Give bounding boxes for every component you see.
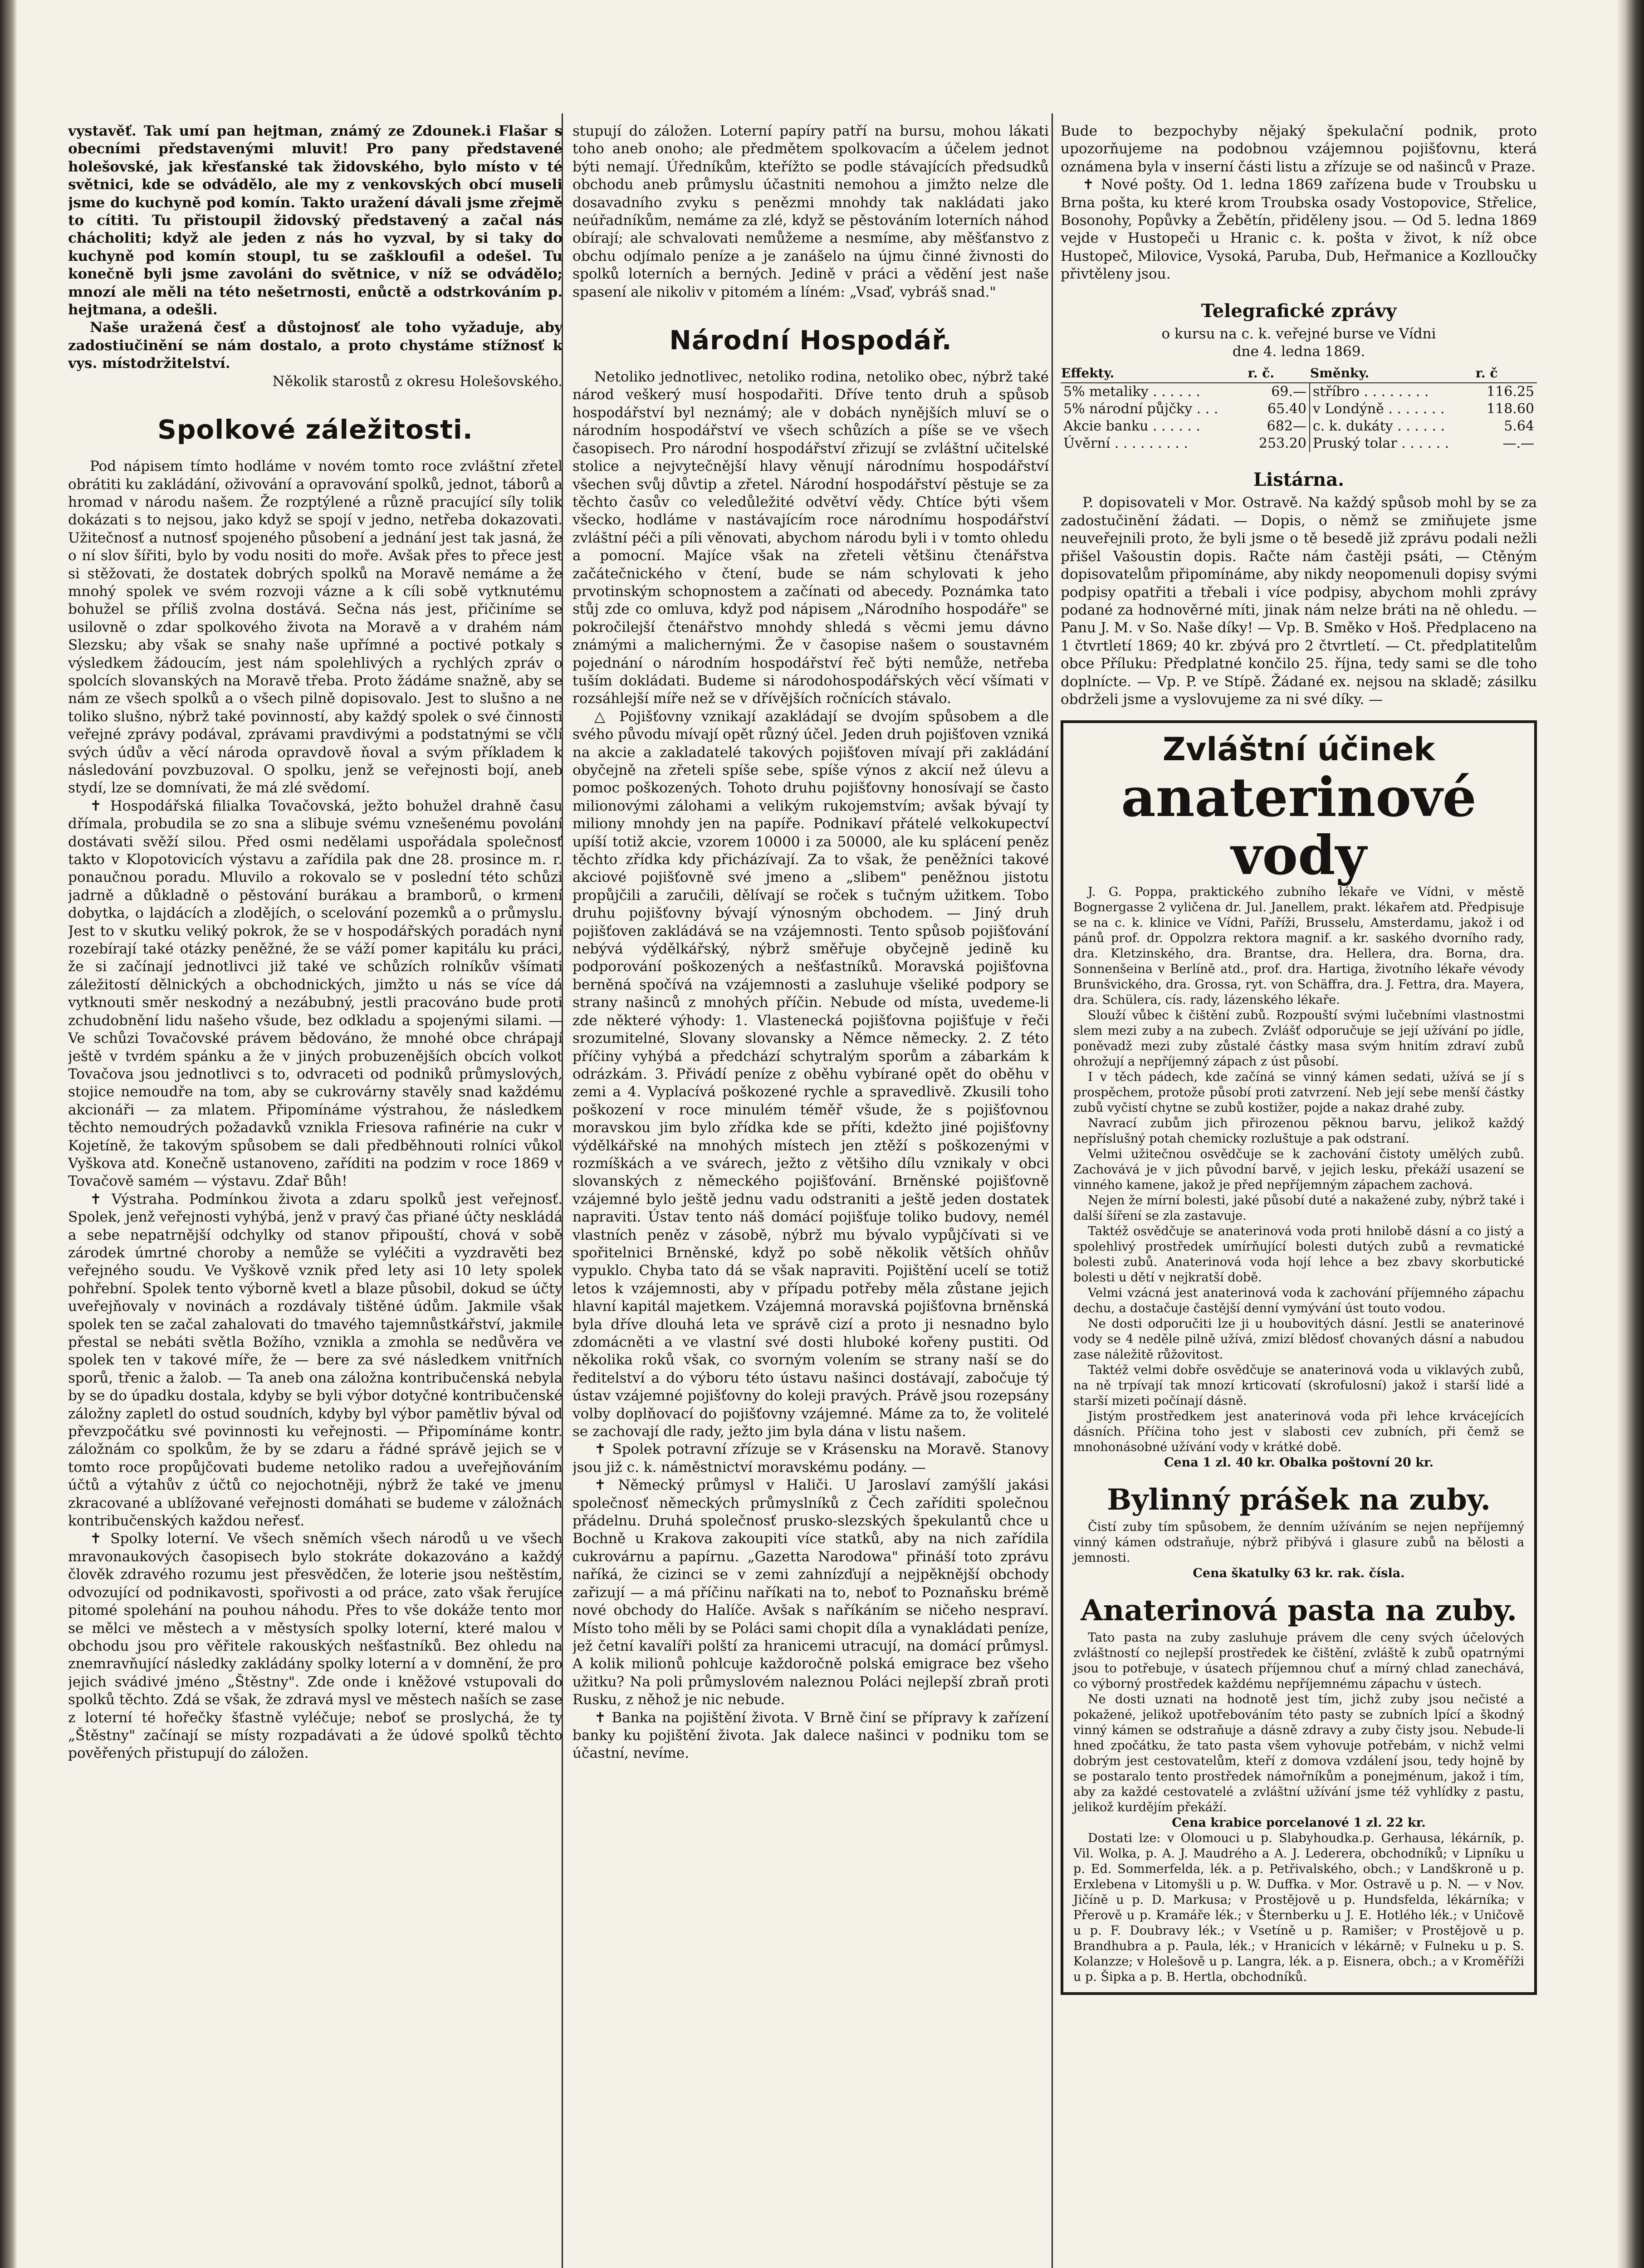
rate-label: Úvěrní . . . . . . . . .	[1063, 435, 1188, 452]
rate-value: 253.20	[1258, 435, 1306, 452]
bank-continuation: Bude to bezpochyby nějaký špekulační podnik, proto upozorňujeme na podobnou vzájemnou pojišťovnu, která oznámena byla v inserní části listu a zřízuje se od našinců v Praze.	[1061, 123, 1537, 175]
ad-text: Ne dosti uznati na hodnotě jest tím, jichž zuby jsou nečisté a pokažené, jelikož upotřebováním této pasty se zubních lpící a škodný vinný kámen se odstraňuje a dásně zdravy a zuby čisty jsou. Nebude-li hned zpočátku, že tato pasta všem vyhovuje potřebám, v nichž velmi dobrým jest cestovatelům, kteří z domova vzdálení jsou, tedy hojně by se postaralo tento prostředek námořníkům a ponejménum, jakož i tím, aby za každé cestovatelé a zvláštní užívání jsme též vyhlídky z pastu, jelikož kurdějím překáží.	[1073, 1692, 1524, 1815]
rate-label: stříbro . . . . . . . .	[1310, 383, 1475, 401]
ad-text: J. G. Poppa, praktického zubního lékaře ve Vídni, v městě Bognergasse 2 vyličena dr. Jul. Janellem, prakt. lékařem atd. Předpisuje se na c. k. klinice ve Vídni, Paříži, Brusselu, Amsterdamu, jakož i od pánů prof. dr. Oppolzra rektora magnif. a kr. saského dvorního rady, dra. Kletzinského, dra. Brantse, dra. Hellera, dra. Borna, dra. Sonnenšeina v Berlíně atd., prof. dra. Hartiga, životního lékaře vévody Brunšvického, dra. Grossa, ryt. von Schäffra, dra. J. Fettra, dra. Mayera, dra. Schülera, cís. rady, lázenského lékaře.	[1073, 885, 1524, 1007]
advertisement-anaterin	[1061, 720, 1537, 1995]
telegraph-date: dne 4. ledna 1869.	[1232, 343, 1365, 360]
ad-text: Taktéž velmi dobře osvědčuje se anaterinová voda u viklavých zubů, na ně trpívají tak mnozí krticovatí (skrofulosní) jakož i starší lidé a starší mizeti počínají dásně.	[1073, 1363, 1524, 1408]
rate-value: 65.40	[1267, 401, 1306, 417]
page-edge-right	[1617, 0, 1644, 2268]
ad-text: Slouží vůbec k čištění zubů. Rozpouští svými lučebními vlastnostmi slem mezi zuby a na zubech. Zvlášť odporučuje se její užívání po jídle, poněvadž mezi zuby zůstalé částky masa svým hnitím zdraví zubů ohrožují a nepříjemný zápach z úst působí.	[1073, 1008, 1524, 1069]
rate-label: Pruský tolar . . . . . .	[1310, 435, 1475, 452]
rate-value: 5.64	[1504, 418, 1534, 435]
ad-text: I v těch pádech, kde začíná se vinný kámen sedati, užívá se jí s prospěchem, protože působí proti zatvrzení. Neb její sebe menší částky zubů vyčistí chytne se zubů kostižer, pojde a nakaz drahé zuby.	[1073, 1070, 1524, 1115]
ad-price: Cena škatulky 63 kr. rak. čísla.	[1193, 1566, 1405, 1581]
effects-unit: r. č.	[1248, 364, 1310, 383]
ad-sellers: Dostati lze: v Olomouci u p. Slabyhoudka.p. Gerhausa, lékárník, p. Vil. Wolka, p. A. J. Maudrého a A. J. Lederera, obchodníků; v Lipníku u p. Ed. Sommerfelda, lék. a p. Petřivalského, obch.; v Landškroně u p. Erxlebena v Litomyšli u p. W. Duffka. v Mor. Ostravě u p. N. — v Nov. Jičíně u p. D. Markusa; v Prostějově u p. Hundsfelda, lékárníka; v Přerově u p. Kramáře lék.; v Šternberku u J. E. Hotlého lék.; v Uničově u p. F. Doubravy lék.; v Vsetíně u p. Ramišer; v Prostějově u p. Brandhubra a p. Paula, lék.; v Hranicích v lékárně; v Fulneku u p. S. Kolanzze; v Holešově u p. Langra, lék. a p. Eisnera, obch.; a v Kroměříži u p. Šipka a p. B. Hertla, obchodníků.	[1073, 1831, 1524, 1984]
news-spolky-loterni: ✝ Spolky loterní. Ve všech sněmích všech národů u ve všech mravonaukových časopisech bylo stokráte dokazováno a každý člověk zdravého rozumu jest přesvědčen, že loterie jsou neštěstím, odvozující od podnikavosti, spořivosti a od práce, zato však řerujíce pitomé spolehání na pouhou náhodu. Přes to vše dokáže tento mor se mělci ve městech a v městysích spolky loterní, které malou v obchodu jsou pro věřitele rakouských nešťastníků. Bez ohledu na znemravňující následky zakládány spolky loterní a v domnění, že pro jejich svádivé jméno „Štěstny". Zde onde i kněžové vstupovali do spolků těchto. Zdá se však, že zdravá mysl ve městech naších se zase z loterní té hořečky šťastně vyléčuje; neboť se proslychá, že ty „Štěstny" začínají se místy rozpadávati a že údové spolků těchto pověřených přistupují do záložen.	[68, 1530, 563, 1762]
rate-label: v Londýně . . . . . . .	[1310, 401, 1475, 418]
rate-value: 118.60	[1487, 401, 1534, 417]
column-rule-2	[1052, 113, 1053, 2268]
ad-text: Tato pasta na zuby zasluhuje právem dle ceny svých účelových zvláštností co nejlepší prostředek ke čištění, zvláště k zubů opatrnými jsou to potřebuje, v úsatech příjemnou chuť a mírný chlad zanechává, co výborný prostředek každému nepříjemnému zápachu v ústech.	[1073, 1631, 1524, 1691]
ad-text: Ne dosti odporučiti lze ji u houbovitých dásní. Jestli se anaterinové vody se 4 neděle pilně užívá, zmizí blědosť chovaných dásní a nabudou zase náležitě růžovitost.	[1073, 1317, 1524, 1362]
news-spolek-potravni: ✝ Spolek potravní zřízuje se v Krásensku na Moravě. Stanovy jsou již c. k. náměstnictví moravskému podány. —	[572, 1441, 1049, 1476]
table-row	[1061, 435, 1537, 452]
rate-value: 682—	[1267, 418, 1306, 435]
rate-value: —.—	[1502, 435, 1534, 452]
rate-label: Akcie banku . . . . . .	[1063, 418, 1200, 435]
rate-label: c. k. dukáty . . . . . .	[1310, 418, 1475, 435]
news-tovacov: ✝ Hospodářská filialka Tovačovská, ježto bohužel drahně času dřímala, probudila se zo sna a slibuje svému vznešenému povolání dostávati svěží silou. Před osmi nedělami uspořádala společnosť takto v Klopotovicích výstavu a zařídila pak dne 28. prosince m. r. ponaučnou poradu. Mluvilo a rokovalo se v poslední této schůzi jadrně a důkladně o pěstování burákau a bramborů, o krmení dobytka, o lajdácích a zlodějích, o scelování pozemků a o průmyslu. Jest to v skutku veliký pokrok, že se v hospodářských poradách nyní rozebírají také otázky peněžné, že se váží pomer kapitálu ku práci, že si začínají jednotlivci již také ve schůzích rolníkův všímati záležitostí dělnických a obchodnických, jimžto u nás se více dá vytknouti směr neskodný a nezábubný, jestli pracováno bude proti zchudobnění lidu našeho všude, bez odkladu a spojenými silami. — Ve schůzi Tovačovské právem bědováno, že mnohé obce chrápají ještě v tvrdém spánku a že v jiných probuzenějších obcích volkot Tovačova jsou jednotlivci s to, odvraceti od podniků průmyslových, stojice nemoudře na tom, aby se cukrovárny stavěly snad každému akcionáři — za mlatem. Připomínáme výstrahou, že následkem těchto nemoudrých požadavků vznikla Friesova rafinérie na cukr v Kojetíně, že takovým spůsobem se dali předběhnouti rolníci vůkol Vyškova atd. Konečně ustanoveno, zaříditi na podzim v roce 1869 v Tovačově samém — výstavu. Zdař Bůh!	[68, 797, 563, 1190]
exchange-unit: r. č	[1475, 364, 1537, 383]
news-pojistovny: △ Pojišťovny vznikají azakládají se dvojím spůsobem a dle svého původu mívají opět různý účel. Jeden druh pojišťoven vzniká na akcie a zakladatelé takových pojišťoven mívají při zakládání obyčejně na zřeteli spíše sebe, spíše výnos z akcií než úlevu a pomoc poškozených. Tohoto druhu pojišťovny honosívají se často milionovými zálohami a velikým rukojemstvím; avšak bývají ty miliony mnohdy jen na papíře. Podnikaví přátelé velkokupectví upíší totiž akcie, vzorem 10000 i za 50000, ale ku splácení peněz těchto zřídka kdy přicházívají. Za to však, že peněžníci takové akciové pojišťovně své jmeno a „slibem" peněžnou jistotu propůjčili a zaručili, dělívají se roček s tučným užitkem. Tobo druhu pojišťovny bývají výnosným obchodem. — Jiný druh pojišťoven zakládává se na vzájemnosti. Tento spůsob pojišťování nebývá výdělkářský, nýbrž směřuje obyčejně jedině ku podporování poškozených a nešťastníků. Moravská pojišťovna berněná spočívá na vzájemnosti a zasluhuje všeliké podpory se strany našinců z mnohých příčin. Nebude od místa, uvedeme-li zde některé výhody: 1. Vlastenecká pojišťovna pojišťuje v řeči srozumitelné, Slovany slovansky a Němce německy. 2. Z této příčiny vyhýbá a předchází schytralým sporům a zábarkám k odrázkám. 3. Přivádí peníze z oběhu vybírané opět do oběhu v zemi a 4. Vyplacívá poškozené rychle a spravedlivě. Zkusili toho poškození v roce minulém téměř všude, že s pojišťovnou moravskou jim bylo zřídka kde se příti, kdežto jiné pojišťovny výdělkářské na mnohých místech jen ztěží s poškozenými v rozmíškách a ve svárech, ježto z většiho dílu vznikaly v obci slovanských z německého pojišťování. Brněnské pojišťovně vzájemné bylo ještě jednu vadu odstraniti a ještě jeden dostatek napraviti. Ústav tento náš domácí pojišťuje toliko budovy, nemél vlastních peněz v zásobě, nýbrž mu bývalo vypůjčívati si ve spořitelnici Brněnské, když po sobě několik větších ohňův vypuklo. Chyba tato dá se však napraviti. Pojištění ucelí se totiž letos k vzájemnosti, aby v případu potřeby měla zůstane jejich hlavní kapitál majetkem. Vzájemná moravská pojišťovna brněnská byla dříve dlouhá leta ve správě cizí a proto ji nesnadno bylo zdomácněti a ve vlastní své dosti hluboké kořeny pustiti. Od několika roků však, co svorným volením se strany naší se do ředitelství a do výboru této ústavu našinci dostávají, zabočuje tý ústav vzájemné pojišťovny do koleji pravých. Právě jsou rozepsány volby doplňovací do pojišťovny vzájemné. Máme za to, že volitelé se zachovají dle rady, ježto jim byla dána v listu našem.	[572, 708, 1049, 1440]
table-row	[1061, 418, 1537, 435]
telegraph-subtitle: o kursu na c. k. veřejné burse ve Vídni	[1161, 325, 1436, 342]
listarna-text: P. dopisovateli v Mor. Ostravě. Na každý spůsob mohl by se za zadostučinění žádati. — Dopis, o němž se zmiňujete jsme neuveřejnili proto, že byli jsme o tě besedě již zprávu podali nežli přišel Vašoustin dopis. Račte nám častěji psáti, — Ctěným dopisovatelům připomínáme, aby nikdy neopomenuli dopisy svými podpisy opatřiti a třebali i více podpisy, abychom mohli zprávy podané za hodnověrné míti, jinak nám nelze bráti na ně ohledu. — Panu J. M. v So. Naše díky! — Vp. B. Směko v Hoš. Předplaceno na 1 čtvrtletí 1869; 40 kr. zbývá pro 2 čtvrtletí. — Ct. předplatitelům obce Příluku: Předplatné končilo 25. října, tedy sami se dle toho doplnícte. — Vp. P. ve Stípě. Žádané ex. nejsou na skladě; zásilku obdrželi jsme a vyslovujeme za ni své díky. —	[1061, 494, 1537, 708]
column-1	[68, 122, 563, 2268]
economy-intro: Netoliko jednotlivec, netoliko rodina, netoliko obec, nýbrž také národ veškerý musí hospodařiti. Dříve tento druh a spůsob hospodářství byl neznámý; ale v dobách nynějších mluví se o národním hospodářství ve všech schůzích a píše se ve všech časopisech. Pro národní hospodářství zřizují se zvláštní učitelské stolice a nejvytečnější hlavy věnují národnímu hospodářství všechen svůj důvtip a zřetel. Národní hospodářství pěstuje se za těchto časův co veledůležité odvětví vědy. Chtíce býti všem všecko, hodláme v nastávajícím roce národnímu hospodářství zvláštní péči a píli věnovati, abychom národu byli i v tomto ohledu a pomocní. Majíce však na zřeteli většinu čtenářstva začátečnického v čtení, bude se nám schylovati k jeho prvotinským schopnostem a začínati od abecedy. Poznámka tato stůj zde co omluva, když pod nápisem „Národního hospodáře" se pokročilejší čtenářstvo mnohdy shledá s věcmi jemu dávno známými a malichernými. Že v časopise našem o soustavném pojednání o národním hospodářství řeč býti nemůže, netřeba tuším dokládati. Budeme si národohospodářských věcí všímati v rozsáhlejší míře než se v dřívějších ročnících stávalo.	[572, 369, 1049, 707]
ad-text: Velmi vzácná jest anaterinová voda k zachování příjemného zápachu dechu, a dostačuje častější denní vymývání úst touto vodou.	[1073, 1286, 1524, 1316]
ad-title-4: Anaterinová pasta na zuby.	[1081, 1593, 1517, 1628]
table-row	[1061, 401, 1537, 418]
rate-value: 116.25	[1487, 384, 1534, 400]
ad-title-3: Bylinný prášek na zuby.	[1107, 1483, 1491, 1517]
ad-text: Navrací zubům jich přirozenou pěknou barvu, jelikož každý nepříslušný potah chemicky rozluštuje a pak odstraní.	[1073, 1116, 1524, 1146]
news-nemecky-prumysl: ✝ Německý průmysl v Haliči. U Jaroslaví zamýšlí jakási společnosť německých průmyslníků z Čech zaříditi společnou přádelnu. Druhá společnosť prusko-slezských špekulantů chce u Bochně u Krakova zakoupiti více statků, aby na nich zařídila cukrovárnu a papírnu. „Gazetta Narodowa" přináší toto zprávu naříká, že cizinci se v zemi zahnízďují a nejpěknější obchody zařizují — a má příčinu naříkati na to, neboť to Poznaňsku brémě nové obchody do Halíče. Avšak s naříkáním se ničeho nespraví. Místo toho měli by se Poláci sami chopit díla a vynakládati peníze, jež četní kavalíři polští za hranicemi utracují, na domácí průmysl. A kolik milionů pohlcuje každoročně polská emigrace bez všeho užitku? Na poli průmyslovém naleznou Poláci nejlepší zbraň proti Rusku, z něhož je nic nebude.	[572, 1477, 1049, 1708]
ad-text: Čistí zuby tím spůsobem, že denním užíváním se nejen nepříjemný vinný kámen odstraňuje, nýbrž přibývá i glasure zubů na bělosti a jemnosti.	[1073, 1520, 1524, 1565]
rate-label: 5% metaliky . . . . . .	[1063, 384, 1201, 400]
lottery-continuation: stupují do záložen. Loterní papíry patří na bursu, mohou lákati toho aneb onoho; ale předmětem spolkovacím a účelem jednot býti nemají. Úředníkům, kteřížto se podle stávajících předsudků obchodu aneb průmyslu účastniti nemohou a jimžto nelze dle dosavadního zvyku s penězmi mnohdy tak nakládati jako neúřadníkům, nemáme za zlé, když se pěstováním loterních náhod obírají; ale schvalovati nemůžeme a nesmíme, aby měšťanstvo z obchu odjímalo peníze a je zanášelo na újmu činné živnosti do spolků loterních a berných. Jedině v práci a vědění jest naše spasení ale nikoliv v pitomém a líném: „Vsaď, vybráš snad."	[572, 123, 1049, 300]
ad-text: Velmi užitečnou osvědčuje se k zachování čistoty umělých zubů. Zachovává je v jich původní barvě, v jejich lesku, překáží usazení se vinného kamene, jakož je před nepříjemným zápachem zachová.	[1073, 1147, 1524, 1193]
ad-text: Nejen že mírní bolesti, jaké působí duté a nakažené zuby, nýbrž také i další šíření se zla zastavuje.	[1073, 1193, 1524, 1223]
signature: Několik starostů z okresu Holešovského.	[272, 373, 563, 390]
exchange-header: Směnky.	[1310, 364, 1475, 383]
article-complaint: vystavěť. Tak umí pan hejtman, známý ze Zdounek.i Flašar s obecními představenými mluvit! Pro pany představené holešovské, jak křesťanské tak židovského, bylo místo v té světnici, kde se odvádělo, ale my z venkovských obcí museli jsme do kuchyně pod komín. Takto uražení dávali jsme zřejmě to cítiti. Tu přistoupil židovský představený a začal nás chácholiti; když ale jeden z nás ho vyzval, by si taky do kuchyně pod komín stoupl, tu se zaškloufil a odešel. Tu konečně byli jsme zavoláni do světnice, v níž se odvádělo; mnozí ale měli na této nešetrnosti, enůctě a odstrkováním p. hejtmana, a odešli.	[68, 123, 563, 318]
page-edge-left	[0, 0, 17, 2268]
section-heading-spolkove: Spolkové záležitosti.	[157, 414, 473, 445]
column-2	[572, 122, 1049, 2268]
ad-text: Jistým prostředkem jest anaterinová voda při lehce krvácejících dásních. Příčina toho jest v slabosti cev zubních, při čemž se mnohonásobné užívání vody v krátké době.	[1073, 1409, 1524, 1455]
table-row	[1061, 383, 1537, 401]
intro-paragraph: Pod nápisem tímto hodláme v novém tomto roce zvláštní zřetel obrátiti ku zakládání, oživování a opravování spolků, jednot, táborů a hromad v národu našem. Že rozptýlené a různě pracující síly tolik dokázati s to nejsou, jako když se spojí v jedno, netřeba dokazovati. Užitečnosť a nutnosť spojeného působení a jednání jest tak jasná, že o ní slov šířiti, bylo by vodu nositi do moře. Avšak přes to přece jest si stěžovati, že dostatek dobrých spolků na Moravě nemáme a že mnohý spolek ve svém rozvoji vázne a k cíli sobě vytknutému bohužel se příliš zvolna dostává. Sečna nás jest, přičiníme se usilovně o zdar spolkového života na Moravě a v drahém nám Slezsku; aby však se snahy naše upřímné a poctivé potkaly s výsledkem žádoucím, jest nám spolehlivých a rychlých zpráv o spolcích slovanských na Moravě třeba. Proto žádáme snažně, aby se nám ze všech spolků a o všech pilně dopisovalo. Jest to slušno a ne toliko slušno, nýbrž také povinností, aby každý spolek o své činnosti veřejné zprávy podával, zprávami pravdivými a podstatnými se včlí svých údův a věcí národa opravdově ňoval a svým příkladem k následování povzbuzoval. O spolku, jenž se veřejnosti bojí, aneb stydí, lze se domnívati, že má zlé svědomí.	[68, 458, 563, 797]
effects-header: Effekty.	[1061, 364, 1248, 383]
news-vystraha: ✝ Výstraha. Podmínkou života a zdaru spolků jest veřejnosť. Spolek, jenž veřejnosti vyhýbá, jenž v pravý čas přiané účty neskládá a sebe nepatrnější odchylky od stanov připouští, chová v sobě zárodek úmrtné choroby a nemůže se vyléčiti a vyzdravěti bez veřejného soudu. Ve Vyškově vznik před lety asi 10 lety spolek pohřební. Spolek tento výborně kvetl a blaze působil, dokud se účty uveřejňovaly v novinách a rozdávaly tištěné údům. Jakmile však spolek ten se začal zahalovati do tmavého tajemnůstkářství, jakmile přestal se nebáti světla Božího, vznikla a zmohla se nedůvěra ve spolek ten v takové míře, že — bere za své následkem vnitřních sporů, třenic a žalob. — Ta aneb ona záložna kontribučenská nebyla by se do úpadku dostala, kdyby se byli výbor dotyčné kontribučenské záložny zapletl do ostud soudních, kdyby byl výbor pamětliv býval od převzpočátku své povinnosti ku veřejnosti. — Připomínáme kontr. záložnám co spolkům, že by se zdaru a řádné správě jejich se v tomto roce propůjčovati budeme netoliko radou a uveřejňováním účtů a výtahův z účtů co nejochotněji, nýbrž že také ve jmenu zkracované a ublížované veřejnosti domáhati se budeme v záložnách kontribučenských každou neřesť.	[68, 1191, 563, 1530]
ad-text: Taktéž osvědčuje se anaterinová voda proti hnilobě dásní a co jistý a spolehlivý prostředek umírňující bolesti dutých zubů a revmatické bolesti zubů. Anaterinová voda hojí lehce a bez zbavy skorbutické bolesti u dětí v nejkratší době.	[1073, 1224, 1524, 1285]
article-complaint-end: Naše uražená česť a důstojnosť ale toho vyžaduje, aby zadostiučinění se nám dostalo, a proto chystáme stížnosť k vys. místodržitelství.	[68, 319, 563, 372]
telegraph-heading: Telegrafické zprávy	[1201, 300, 1397, 322]
section-heading-narodni-hospodar: Národní Hospodář.	[669, 325, 952, 356]
ad-price: Cena 1 zl. 40 kr. Obalka poštovní 20 kr.	[1164, 1456, 1434, 1470]
rates-table	[1061, 364, 1537, 452]
listarna-heading: Listárna.	[1253, 469, 1345, 491]
rate-value: 69.—	[1271, 384, 1306, 400]
column-3	[1061, 122, 1537, 2268]
ad-price: Cena krabice porcelanové 1 zl. 22 kr.	[1172, 1816, 1426, 1830]
news-nove-posty: ✝ Nové pošty. Od 1. ledna 1869 zařízena bude v Troubsku u Brna pošta, ku které krom Troubska osady Vostopovice, Střelice, Bosonohy, Popůvky a Žebětín, přiděleny jsou. — Od 5. ledna 1869 vejde v Hustopeči u Hranic c. k. pošta v život, k níž obce Hustopeč, Milovice, Vysoká, Paruba, Dub, Heřmanice a Kozlloučky přivtěleny jsou.	[1061, 176, 1537, 283]
ad-title-1: Zvláštní účinek	[1162, 731, 1435, 768]
news-banka: ✝ Banka na pojištění života. V Brně činí se přípravy k zařízení banky ku pojištění života. Jak dalece našinci v podniku tom se účastní, nevíme.	[572, 1709, 1049, 1762]
rate-label: 5% národní půjčky . . .	[1063, 401, 1218, 417]
ad-title-2: anaterinové vody	[1121, 766, 1477, 887]
